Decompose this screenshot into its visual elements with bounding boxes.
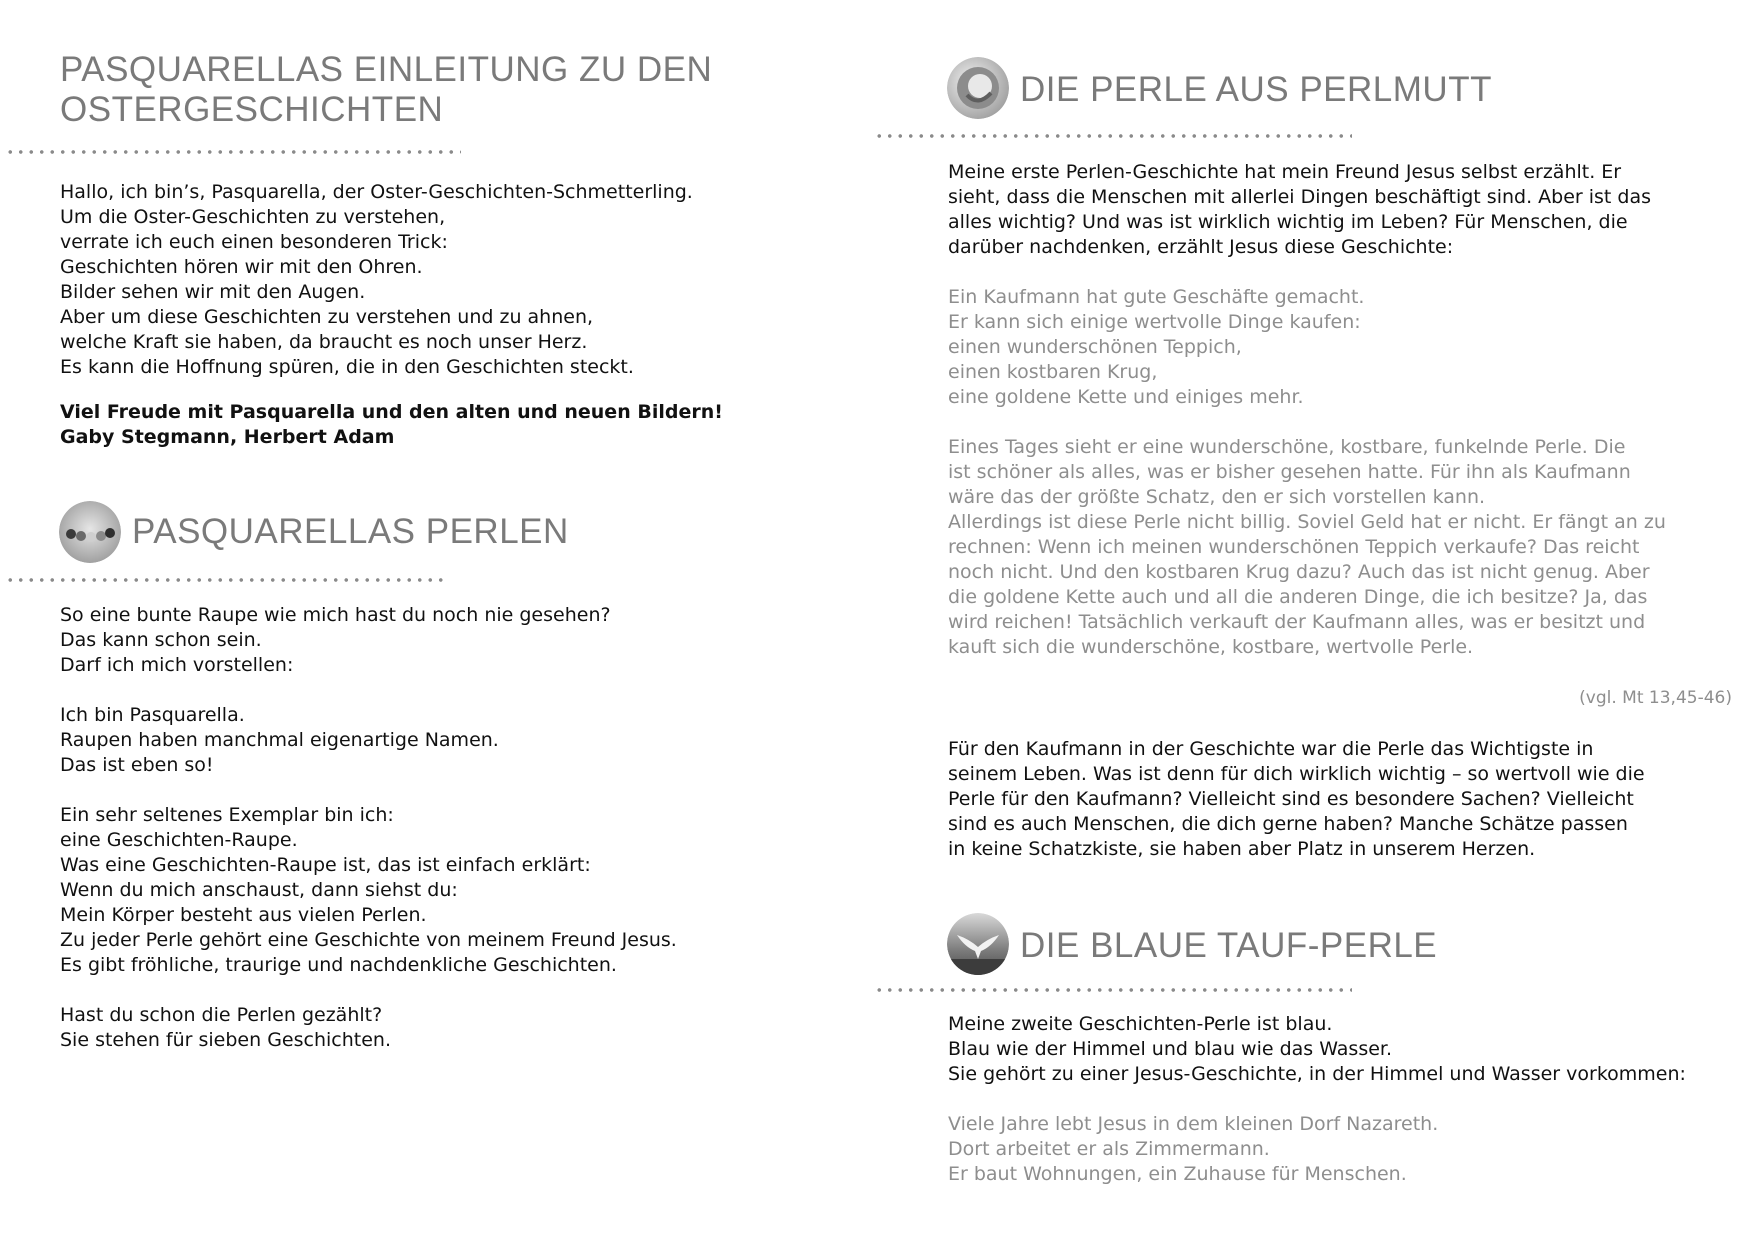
text-line: Ich bin Pasquarella. — [60, 704, 245, 726]
text-line: Perle für den Kaufmann? Vielleicht sind es besondere Sachen? Vielleicht — [948, 788, 1634, 810]
text-line: verrate ich euch einen besonderen Trick: — [60, 231, 448, 253]
story-line: rechnen: Wenn ich meinen wunderschönen Teppich verkaufe? Das reicht — [948, 536, 1640, 558]
blank-line — [948, 410, 1666, 435]
text-line: Raupen haben manchmal eigenartige Namen. — [60, 729, 499, 751]
text-line: eine Geschichten-Raupe. — [60, 829, 298, 851]
story-line: Er kann sich einige wertvolle Dinge kaufen: — [948, 311, 1361, 333]
text-line: Was eine Geschichten-Raupe ist, das ist einfach erklärt: — [60, 854, 591, 876]
dotted-divider — [874, 133, 1352, 139]
perlen-heading: PASQUARELLAS PERLEN — [132, 512, 569, 551]
text-line: Es gibt fröhliche, traurige und nachdenkliche Geschichten. — [60, 954, 617, 976]
text-line: Blau wie der Himmel und blau wie das Wasser. — [948, 1038, 1393, 1060]
text-line: Für den Kaufmann in der Geschichte war die Perle das Wichtigste in — [948, 738, 1594, 760]
intro-heading-line: PASQUARELLAS EINLEITUNG ZU DEN — [60, 50, 713, 89]
text-line: Hallo, ich bin’s, Pasquarella, der Oster-Geschichten-Schmetterling. — [60, 181, 693, 203]
blank-line — [60, 978, 677, 1003]
text-line: Das kann schon sein. — [60, 629, 262, 651]
text-line: Ein sehr seltenes Exemplar bin ich: — [60, 804, 394, 826]
perlen-text — [60, 603, 677, 1053]
text-line: darüber nachdenken, erzählt Jesus diese Geschichte: — [948, 236, 1454, 258]
story-line: Allerdings ist diese Perle nicht billig. Soviel Geld hat er nicht. Er fängt an zu — [948, 511, 1666, 533]
dotted-divider — [5, 577, 445, 583]
mother-of-pearl-icon — [947, 57, 1009, 119]
text-line: Sie stehen für sieben Geschichten. — [60, 1029, 391, 1051]
text-line: seinem Leben. Was ist denn für dich wirklich wichtig – so wertvoll wie die — [948, 763, 1645, 785]
text-line: Meine erste Perlen-Geschichte hat mein Freund Jesus selbst erzählt. Er — [948, 161, 1622, 183]
story-line: Ein Kaufmann hat gute Geschäfte gemacht. — [948, 286, 1365, 308]
text-line: Geschichten hören wir mit den Ohren. — [60, 256, 423, 278]
dove-baptism-icon — [947, 913, 1009, 975]
text-line: Darf ich mich vorstellen: — [60, 654, 294, 676]
text-line: alles wichtig? Und was ist wirklich wichtig im Leben? Für Menschen, die — [948, 211, 1628, 233]
bible-reference: (vgl. Mt 13,45-46) — [1579, 688, 1732, 708]
text-line: Wenn du mich anschaust, dann siehst du: — [60, 879, 458, 901]
text-line: Es kann die Hoffnung spüren, die in den Geschichten steckt. — [60, 356, 634, 378]
perlmutt-heading: DIE PERLE AUS PERLMUTT — [1020, 70, 1492, 109]
intro-paragraph — [60, 180, 693, 380]
tauf-heading: DIE BLAUE TAUF-PERLE — [1020, 926, 1438, 965]
text-line: Aber um diese Geschichten zu verstehen und zu ahnen, — [60, 306, 594, 328]
text-line: Hast du schon die Perlen gezählt? — [60, 1004, 383, 1026]
text-line: in keine Schatzkiste, sie haben aber Platz in unserem Herzen. — [948, 838, 1536, 860]
dotted-divider — [874, 987, 1352, 993]
perlmutt-story — [948, 285, 1666, 660]
text-line: Mein Körper besteht aus vielen Perlen. — [60, 904, 427, 926]
text-line: Das ist eben so! — [60, 754, 214, 776]
text-line: Zu jeder Perle gehört eine Geschichte von meinem Freund Jesus. — [60, 929, 677, 951]
text-line: sieht, dass die Menschen mit allerlei Dingen beschäftigt sind. Aber ist das — [948, 186, 1652, 208]
blank-line — [60, 778, 677, 803]
story-line: Viele Jahre lebt Jesus in dem kleinen Dorf Nazareth. — [948, 1113, 1439, 1135]
text-line: sind es auch Menschen, die dich gerne haben? Manche Schätze passen — [948, 813, 1628, 835]
text-line: Meine zweite Geschichten-Perle ist blau. — [948, 1013, 1333, 1035]
story-line: noch nicht. Und den kostbaren Krug dazu? Auch das ist nicht genug. Aber — [948, 561, 1650, 583]
blank-line — [60, 678, 677, 703]
story-line: wäre das der größte Schatz, den er sich vorstellen kann. — [948, 486, 1486, 508]
story-line: kauft sich die wunderschöne, kostbare, wertvolle Perle. — [948, 636, 1474, 658]
text-line: Um die Oster-Geschichten zu verstehen, — [60, 206, 446, 228]
story-line: Er baut Wohnungen, ein Zuhause für Menschen. — [948, 1163, 1407, 1185]
text-line: So eine bunte Raupe wie mich hast du noch nie gesehen? — [60, 604, 611, 626]
story-line: ist schöner als alles, was er bisher gesehen hatte. Für ihn als Kaufmann — [948, 461, 1631, 483]
story-line: einen wunderschönen Teppich, — [948, 336, 1242, 358]
tauf-story — [948, 1112, 1438, 1187]
story-line: Eines Tages sieht er eine wunderschöne, kostbare, funkelnde Perle. Die — [948, 436, 1626, 458]
story-line: eine goldene Kette und einiges mehr. — [948, 386, 1304, 408]
dotted-divider — [5, 149, 461, 155]
text-line: Sie gehört zu einer Jesus-Geschichte, in der Himmel und Wasser vorkommen: — [948, 1063, 1686, 1085]
closing-line: Viel Freude mit Pasquarella und den alten und neuen Bildern! — [60, 401, 723, 423]
text-line: Bilder sehen wir mit den Augen. — [60, 281, 366, 303]
story-line: die goldene Kette auch und all die anderen Dinge, die ich besitze? Ja, das — [948, 586, 1648, 608]
story-line: wird reichen! Tatsächlich verkauft der Kaufmann alles, was er besitzt und — [948, 611, 1646, 633]
intro-heading-line: OSTERGESCHICHTEN — [60, 90, 444, 129]
perlmutt-intro — [948, 160, 1651, 260]
caterpillar-pearls-icon — [59, 501, 121, 563]
intro-closing — [60, 400, 723, 450]
tauf-intro — [948, 1012, 1686, 1087]
perlmutt-reflection — [948, 737, 1645, 862]
story-line: Dort arbeitet er als Zimmermann. — [948, 1138, 1270, 1160]
story-line: einen kostbaren Krug, — [948, 361, 1158, 383]
intro-heading — [60, 50, 820, 130]
closing-line: Gaby Stegmann, Herbert Adam — [60, 426, 395, 448]
text-line: welche Kraft sie haben, da braucht es noch unser Herz. — [60, 331, 588, 353]
